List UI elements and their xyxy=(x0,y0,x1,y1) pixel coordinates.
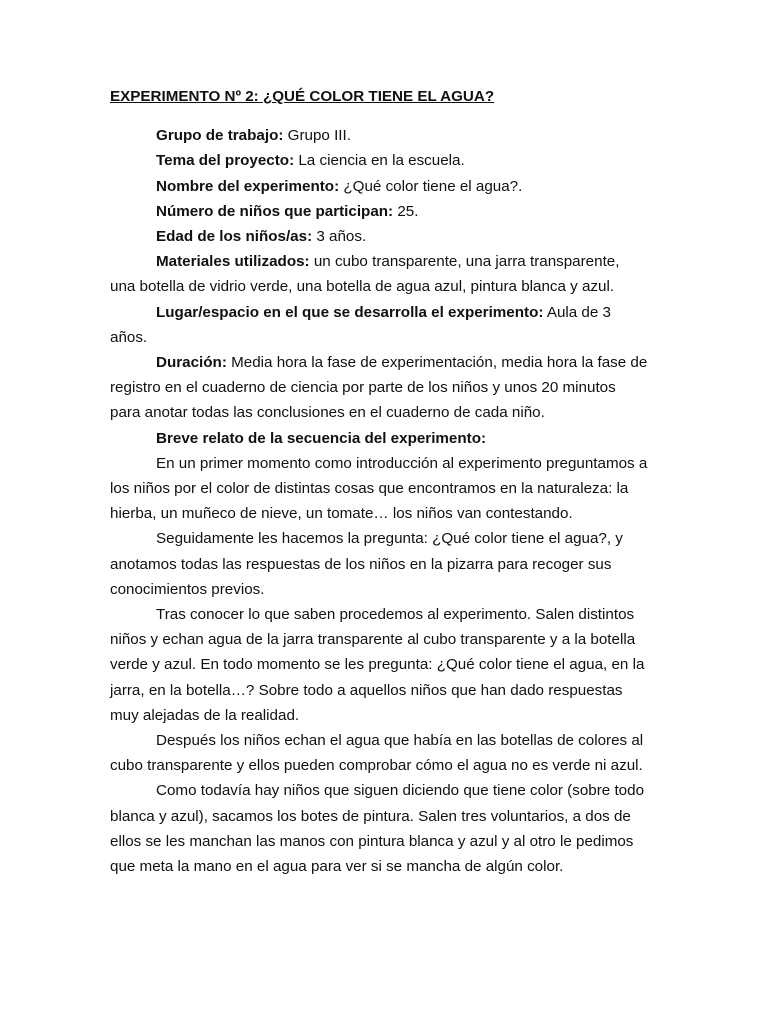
paragraph-1-line-2: los niños por el color de distintas cosas que encontramos en la naturaleza: la xyxy=(110,480,629,498)
paragraph-5-line-1: Como todavía hay niños que siguen diciendo que tiene color (sobre todo xyxy=(156,782,645,800)
field-nombre xyxy=(110,174,660,199)
field-tema xyxy=(110,148,660,173)
relato-heading: Breve relato de la secuencia del experimento: xyxy=(156,429,487,447)
field-lugar xyxy=(110,300,660,325)
field-duracion-value-2: registro en el cuaderno de ciencia por parte de los niños y unos 20 minutos xyxy=(110,379,616,397)
field-numero-label: Número de niños que participan: xyxy=(156,202,394,220)
field-nombre-value: ¿Qué color tiene el agua?. xyxy=(339,177,523,195)
field-materiales xyxy=(110,249,660,274)
field-materiales-label: Materiales utilizados: xyxy=(156,253,310,271)
field-grupo-label: Grupo de trabajo: xyxy=(156,127,284,145)
field-duracion-value-1: Media hora la fase de experimentación, media hora la fase de xyxy=(226,354,648,372)
field-nombre-label: Nombre del experimento: xyxy=(156,177,340,195)
field-grupo xyxy=(110,123,660,148)
field-duracion-value-3: para anotar todas las conclusiones en el cuaderno de cada niño. xyxy=(110,404,545,422)
document-page xyxy=(110,84,660,879)
paragraph-3-line-1: Tras conocer lo que saben procedemos al experimento. Salen distintos xyxy=(156,606,635,624)
field-edad xyxy=(110,224,660,249)
paragraph-4-line-2: cubo transparente y ellos pueden comprobar cómo el agua no es verde ni azul. xyxy=(110,757,643,775)
paragraph-3-line-4: jarra, en la botella…? Sobre todo a aquellos niños que han dado respuestas xyxy=(110,681,623,699)
paragraph-5-line-3: ellos se les manchan las manos con pintura blanca y azul y al otro le pedimos xyxy=(110,832,634,850)
field-tema-value: La ciencia en la escuela. xyxy=(294,152,465,170)
paragraph-5-line-4: que meta la mano en el agua para ver si se mancha de algún color. xyxy=(110,858,564,876)
field-lugar-value-2: años. xyxy=(110,328,148,346)
field-edad-label: Edad de los niños/as: xyxy=(156,228,313,246)
field-duracion xyxy=(110,350,660,375)
field-materiales-value-1: un cubo transparente, una jarra transparente, xyxy=(309,253,620,271)
field-tema-label: Tema del proyecto: xyxy=(156,152,295,170)
paragraph-3-line-2: niños y echan agua de la jarra transparente al cubo transparente y a la botella xyxy=(110,631,636,649)
field-edad-value: 3 años. xyxy=(312,228,367,246)
paragraph-1-line-3: hierba, un muñeco de nieve, un tomate… los niños van contestando. xyxy=(110,505,573,523)
field-duracion-label: Duración: xyxy=(156,354,227,372)
field-lugar-value-1: Aula de 3 xyxy=(543,303,611,321)
field-lugar-label: Lugar/espacio en el que se desarrolla el experimento: xyxy=(156,303,544,321)
field-materiales-value-2: una botella de vidrio verde, una botella de agua azul, pintura blanca y azul. xyxy=(110,278,615,296)
paragraph-3-line-5: muy alejadas de la realidad. xyxy=(110,706,300,724)
paragraph-2-line-1: Seguidamente les hacemos la pregunta: ¿Qué color tiene el agua?, y xyxy=(156,530,623,548)
paragraph-5-line-2: blanca y azul), sacamos los botes de pintura. Salen tres voluntarios, a dos de xyxy=(110,807,631,825)
paragraph-1-line-1: En un primer momento como introducción al experimento preguntamos a xyxy=(156,454,648,472)
paragraph-2-line-3: conocimientos previos. xyxy=(110,580,265,598)
paragraph-2-line-2: anotamos todas las respuestas de los niños en la pizarra para recoger sus xyxy=(110,555,612,573)
field-numero xyxy=(110,199,660,224)
field-numero-value: 25. xyxy=(393,202,419,220)
paragraph-3-line-3: verde y azul. En todo momento se les pregunta: ¿Qué color tiene el agua, en la xyxy=(110,656,645,674)
document-title: EXPERIMENTO Nº 2: ¿QUÉ COLOR TIENE EL AGUA? xyxy=(110,88,495,105)
paragraph-4-line-1: Después los niños echan el agua que había en las botellas de colores al xyxy=(156,732,644,750)
field-grupo-value: Grupo III. xyxy=(283,127,351,145)
